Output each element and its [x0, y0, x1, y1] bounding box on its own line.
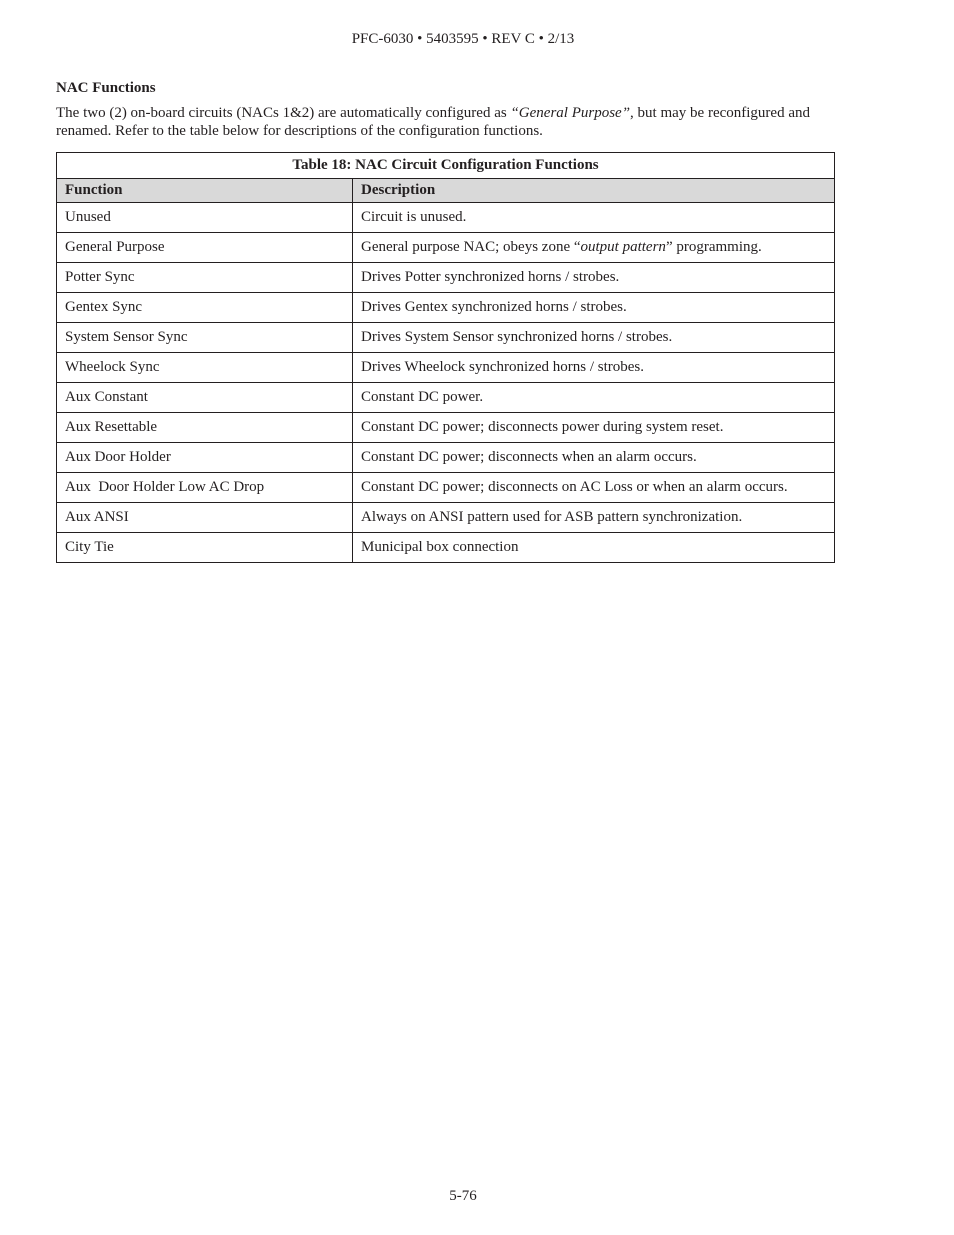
table-row — [57, 383, 835, 413]
intro-text-start: The two (2) on-board circuits (NACs 1&2) are automatically configured as — [56, 105, 511, 121]
table-row — [57, 353, 835, 383]
description-cell: Constant DC power; disconnects on AC Loss or when an alarm occurs. — [353, 473, 835, 503]
description-cell: Drives Wheelock synchronized horns / strobes. — [353, 353, 835, 383]
table-caption: Table 18: NAC Circuit Configuration Functions — [57, 153, 835, 179]
intro-emphasis: “General Purpose” — [510, 105, 631, 121]
table-row — [57, 323, 835, 353]
description-cell: Constant DC power. — [353, 383, 835, 413]
description-cell: Drives Gentex synchronized horns / strobes. — [353, 293, 835, 323]
table-row — [57, 533, 835, 563]
function-cell: General Purpose — [57, 233, 353, 263]
description-text-start: General purpose NAC; obeys zone “ — [361, 239, 581, 255]
function-cell: Unused — [57, 203, 353, 233]
intro-text-end: , but may be reconfigured and renamed. Refer to the table below for descriptions of the configuration functions. — [56, 105, 810, 139]
function-cell: Gentex Sync — [57, 293, 353, 323]
table-row — [57, 413, 835, 443]
function-cell: Potter Sync — [57, 263, 353, 293]
column-header-description: Description — [353, 179, 835, 203]
table-row — [57, 233, 835, 263]
description-emphasis: output pattern — [580, 239, 666, 255]
function-cell: Aux Resettable — [57, 413, 353, 443]
function-cell: Wheelock Sync — [57, 353, 353, 383]
column-header-function: Function — [57, 179, 353, 203]
description-cell: Constant DC power; disconnects when an alarm occurs. — [353, 443, 835, 473]
description-cell — [353, 233, 835, 263]
table-row — [57, 443, 835, 473]
table-row — [57, 473, 835, 503]
function-cell: Aux ANSI — [57, 503, 353, 533]
table-row — [57, 293, 835, 323]
description-text-end: ” programming. — [665, 239, 762, 255]
function-cell: Aux Door Holder Low AC Drop — [57, 473, 353, 503]
description-cell: Always on ANSI pattern used for ASB pattern synchronization. — [353, 503, 835, 533]
table-row — [57, 263, 835, 293]
function-cell: Aux Door Holder — [57, 443, 353, 473]
description-cell: Drives System Sensor synchronized horns / strobes. — [353, 323, 835, 353]
section-heading: NAC Functions — [56, 80, 156, 96]
running-header: PFC-6030 • 5403595 • REV C • 2/13 — [351, 31, 575, 47]
table-row — [57, 203, 835, 233]
nac-configuration-table — [56, 152, 835, 563]
table-row — [57, 503, 835, 533]
function-cell: System Sensor Sync — [57, 323, 353, 353]
description-cell: Constant DC power; disconnects power during system reset. — [353, 413, 835, 443]
description-cell: Circuit is unused. — [353, 203, 835, 233]
function-cell: City Tie — [57, 533, 353, 563]
description-cell: Drives Potter synchronized horns / strobes. — [353, 263, 835, 293]
page-number: 5-76 — [449, 1188, 477, 1204]
intro-paragraph — [56, 104, 856, 140]
function-cell: Aux Constant — [57, 383, 353, 413]
description-cell: Municipal box connection — [353, 533, 835, 563]
